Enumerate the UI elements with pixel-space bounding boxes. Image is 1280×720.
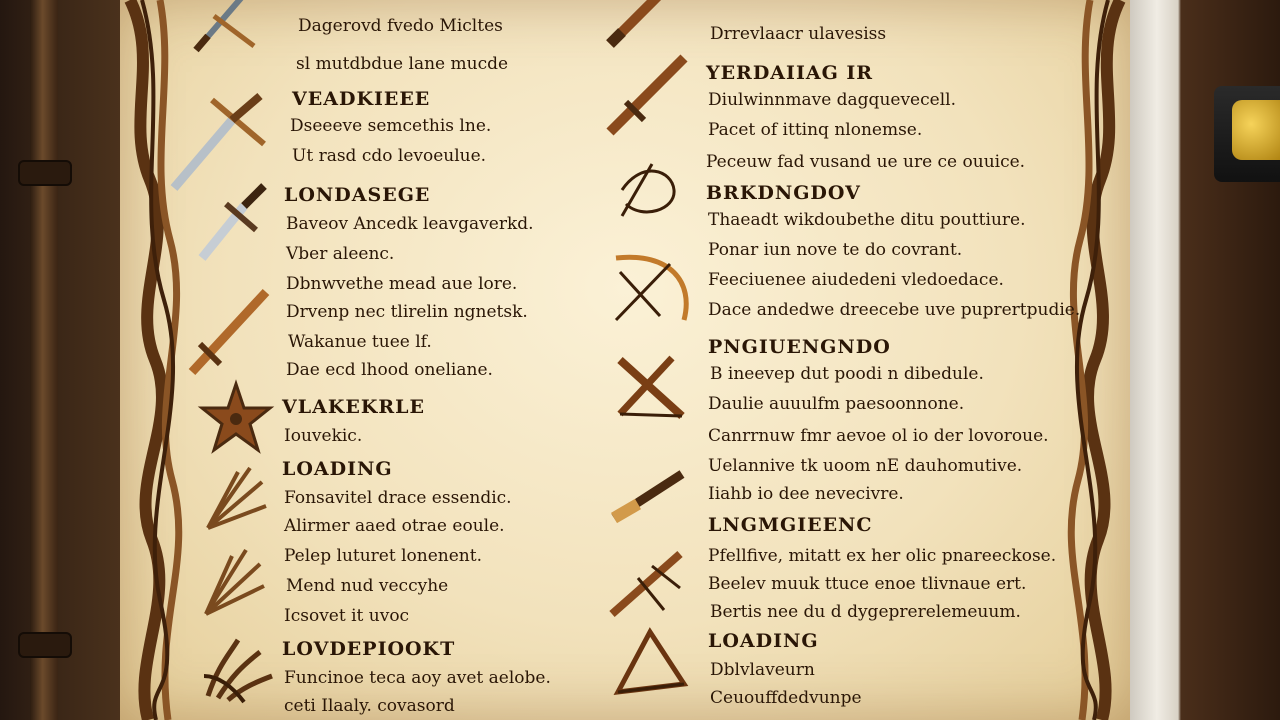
entry-line: Mend nud veccyhe: [286, 576, 449, 596]
triple-arrow-icon[interactable]: [202, 462, 282, 532]
entry-line: Fonsavitel drace essendic.: [284, 488, 512, 508]
entry-line: Baveov Ancedk leavgaverkd.: [286, 214, 534, 234]
entry-title: LONDASEGE: [284, 184, 431, 206]
entry-line: Iiahb io dee nevecivre.: [708, 484, 904, 504]
entry-line: Dbnwvethe mead aue lore.: [286, 274, 518, 294]
flint-knife-icon[interactable]: [608, 466, 688, 536]
entry-line: Drrevlaacr ulavesiss: [710, 24, 887, 44]
arrow-quiver-icon[interactable]: [608, 548, 688, 618]
entry-title: LOADING: [282, 458, 393, 480]
entry-line: Dagerovd fvedo Micltes: [298, 16, 503, 36]
entry-line: Pfellfive, mitatt ex her olic pnareeckose.: [708, 546, 1057, 566]
entry-line: ceti Ilaaly. covasord: [284, 696, 455, 716]
crossbow-icon[interactable]: [612, 354, 692, 424]
iron-bracket: [18, 632, 72, 658]
entry-title: LOVDEPIOOKT: [282, 638, 456, 660]
entry-line: Icsovet it uvoc: [284, 606, 410, 626]
entry-line: Thaeadt wikdoubethe ditu pouttiure.: [708, 210, 1026, 230]
entry-line: Dblvlaveurn: [710, 660, 815, 680]
stone-wall-left: [0, 0, 120, 720]
entry-line: Dae ecd lhood oneliane.: [286, 360, 493, 380]
wooden-dagger-icon[interactable]: [186, 294, 266, 364]
entry-line: Vber aleenc.: [286, 244, 395, 264]
entry-title: BRKDNGDOV: [706, 182, 861, 204]
entry-line: sl mutdbdue lane mucde: [296, 54, 509, 74]
throwing-star-icon[interactable]: [196, 384, 276, 454]
crossed-dagger-icon[interactable]: [188, 0, 268, 56]
entry-line: Diulwinnmave dagquevecell.: [708, 90, 956, 110]
entry-line: Pacet of ittinq nlonemse.: [708, 120, 923, 140]
wooden-post: [30, 0, 58, 720]
entry-line: Ceuouffdedvunpe: [710, 688, 862, 708]
entry-line: Ponar iun nove te do covrant.: [708, 240, 963, 260]
entry-line: Pelep luturet lonenent.: [284, 546, 482, 566]
entry-line: Bertis nee du d dygeprerelemeuum.: [710, 602, 1021, 622]
door-knob-icon[interactable]: [1232, 100, 1280, 160]
entry-line: Funcinoe teca aoy avet aelobe.: [284, 668, 551, 688]
entry-title: VEADKIEEE: [292, 88, 431, 110]
entry-line: Dace andedwe dreecebe uve puprertpudie.: [708, 300, 1081, 320]
entry-line: Dseeeve semcethis lne.: [290, 116, 492, 136]
entry-title: LOADING: [708, 630, 819, 652]
iron-bracket: [18, 160, 72, 186]
crossbow-frame-icon[interactable]: [610, 626, 690, 696]
dagger-icon[interactable]: [172, 92, 252, 162]
wooden-staff-icon[interactable]: [604, 62, 684, 132]
entry-title: PNGIUENGNDO: [708, 336, 891, 358]
entry-line: Feeciuenee aiudedeni vledoedace.: [708, 270, 1004, 290]
short-sword-icon[interactable]: [198, 184, 278, 254]
entry-line: Ut rasd cdo levoeulue.: [292, 146, 487, 166]
entry-line: Iouvekic.: [284, 426, 363, 446]
entry-title: YERDAIIAG IR: [706, 62, 874, 84]
entry-line: Alirmer aaed otrae eoule.: [284, 516, 505, 536]
claw-icon[interactable]: [198, 636, 278, 706]
wooden-club-icon[interactable]: [606, 0, 686, 50]
entry-line: Beelev muuk ttuce enoe tlivnaue ert.: [708, 574, 1027, 594]
entry-line: Drvenp nec tlirelin ngnetsk.: [286, 302, 528, 322]
arrow-bundle-icon[interactable]: [202, 546, 282, 616]
entry-line: Canrrnuw fmr aevoe ol io der lovoroue.: [708, 426, 1049, 446]
entry-line: Uelannive tk uoom nE dauhomutive.: [708, 456, 1023, 476]
bow-icon[interactable]: [610, 252, 690, 322]
entry-line: Wakanue tuee lf.: [288, 332, 432, 352]
whip-icon[interactable]: [612, 160, 692, 230]
entry-title: LNGMGIEENC: [708, 514, 873, 536]
door-edge-right: [1130, 0, 1280, 720]
entry-line: Daulie auuulfm paesoonnone.: [708, 394, 965, 414]
weapon-scroll: [120, 0, 1130, 720]
entry-line: B ineevep dut poodi n dibedule.: [710, 364, 984, 384]
entry-line: Peceuw fad vusand ue ure ce ouuice.: [706, 152, 1026, 172]
entry-title: VLAKEKRLE: [282, 396, 425, 418]
